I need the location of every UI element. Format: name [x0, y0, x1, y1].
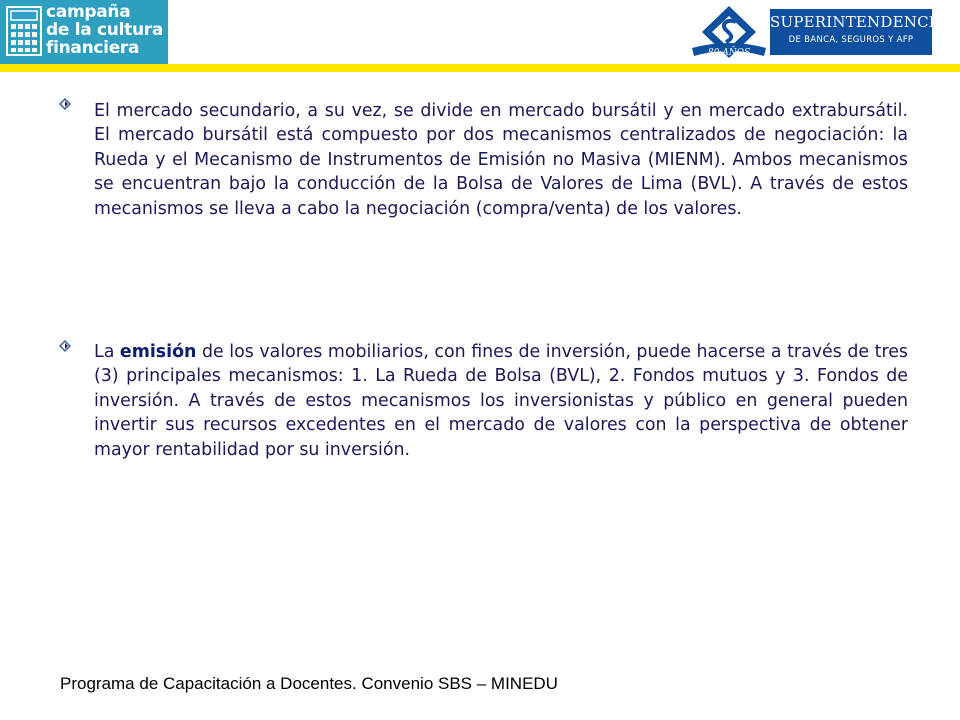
header	[0, 0, 960, 72]
header-accent-bar	[0, 64, 960, 72]
calculator-icon	[6, 6, 42, 56]
paragraph-rest: de los valores mobiliarios, con fines de inversión, puede hacerse a través de tres (3) principales mecanismos: 1. La Rueda de Bolsa (BVL), 2. Fondos mutuos y 3. Fondos de inversión. A través de estos mecanismos los inversionistas y público en general pueden invertir sus recursos excedentes en el mercado de valores con la perspectiva de obtener mayor rentabilidad por su inversión.	[94, 342, 908, 460]
emphasis-term: emisión	[119, 342, 197, 362]
paragraph-secondary-market: El mercado secundario, a su vez, se divide en mercado bursátil y en mercado extrabursátil. El mercado bursátil está compuesto por dos mecanismos centralizados de negociación: la Rueda y el Mecanismo de Instrumentos de Emisión no Masiva (MIENM). Ambos mecanismos se encuentran bajo la conducción de la Bolsa de Valores de Lima (BVL). A través de estos mecanismos se lleva a cabo la negociación (compra/venta) de los valores.	[94, 101, 908, 219]
paragraph-prefix: La	[94, 342, 120, 362]
campaign-title-line-1: campaña	[46, 2, 131, 22]
campaign-title	[46, 3, 168, 57]
diamond-bullet-icon	[58, 97, 72, 111]
paragraph-emission	[94, 340, 908, 462]
footer-text: Programa de Capacitación a Docentes. Convenio SBS – MINEDU	[60, 674, 558, 693]
institution-subtitle: DE BANCA, SEGUROS Y AFP	[788, 35, 914, 45]
diamond-bullet-icon	[58, 339, 72, 353]
institution-plate	[770, 9, 946, 55]
sbs-emblem-icon	[686, 2, 772, 64]
campaign-banner	[0, 0, 170, 64]
campaign-title-line-2: de la cultura	[46, 20, 164, 40]
banner-divider	[168, 0, 172, 64]
anniversary-text: 80 AÑOS	[707, 48, 751, 58]
institution-name: SUPERINTENDENCIA	[770, 13, 946, 31]
campaign-title-line-3: financiera	[46, 38, 140, 58]
